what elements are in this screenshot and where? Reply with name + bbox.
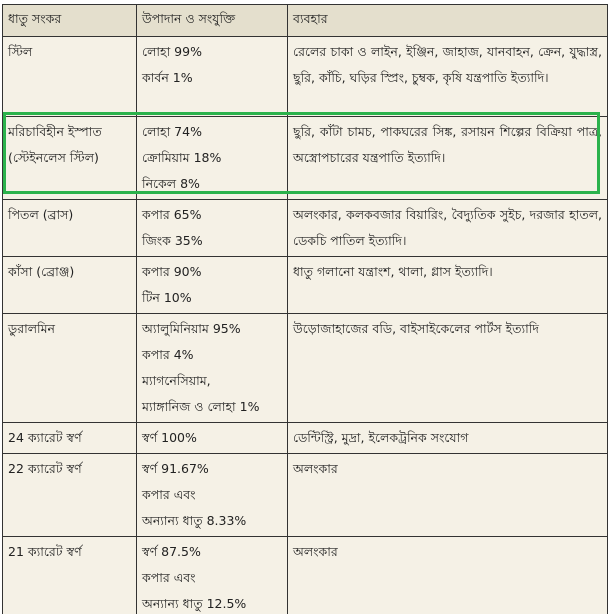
alloy-name: 21 ক্যারেট স্বর্ণ [8,544,82,559]
usage-cell: ডেন্টিস্ট্রি, মুদ্রা, ইলেকট্রনিক সংযোগ [288,423,608,454]
table-row [3,314,608,423]
composition-line: ক্রোমিয়াম 18% [142,150,222,165]
composition-line: স্বর্ণ 100% [142,430,197,445]
alloy-name: 24 ক্যারেট স্বর্ণ [8,430,82,445]
composition-cell [137,200,288,257]
composition-line: টিন 10% [142,290,192,305]
usage-cell: অলংকার, কলকবজার বিয়ারিং, বৈদ্যুতিক সুইচ, দরজার হাতল, ডেকচি পাতিল ইত্যাদি। [288,200,608,257]
table-row [3,200,608,257]
composition-line: কপার এবং [142,570,196,585]
table-row [3,423,608,454]
composition-cell [137,37,288,117]
header-alloy: ধাতু সংকর [3,5,137,37]
composition-line: স্বর্ণ 91.67% [142,461,209,476]
table-row [3,117,608,200]
composition-cell [137,454,288,537]
usage-cell: ধাতু গলানো যন্ত্রাংশ, থালা, গ্লাস ইত্যাদি। [288,257,608,314]
table-row [3,257,608,314]
alloy-name: ডুরালমিন [8,321,55,336]
composition-line: ম্যাগনেসিয়াম, [142,373,211,388]
alloy-name: স্টিল [8,44,33,59]
composition-line: জিংক 35% [142,233,203,248]
alloy-name: (স্টেইনলেস স্টিল) [8,150,99,165]
composition-cell [137,117,288,200]
composition-line: অ্যালুমিনিয়াম 95% [142,321,241,336]
composition-line: কপার এবং [142,487,196,502]
composition-line: স্বর্ণ 87.5% [142,544,201,559]
alloy-name: কাঁসা (ব্রোঞ্জ) [8,264,75,279]
alloy-name-cell [3,117,137,200]
table-header-row [3,5,608,37]
alloy-name-cell [3,257,137,314]
header-composition: উপাদান ও সংযুক্তি [137,5,288,37]
alloy-name-cell [3,537,137,614]
table-row [3,37,608,117]
composition-line: কপার 65% [142,207,202,222]
composition-line: কার্বন 1% [142,70,193,85]
usage-cell: অলংকার [288,537,608,614]
composition-cell [137,537,288,614]
alloy-table [2,4,608,614]
alloy-name: পিতল (ব্রাস) [8,207,74,222]
composition-line: লোহা 99% [142,44,202,59]
composition-line: অন্যান্য ধাতু 8.33% [142,513,247,528]
composition-line: কপার 90% [142,264,202,279]
usage-cell: ছুরি, কাঁটা চামচ, পাকঘরের সিঙ্ক, রসায়ন শিল্পের বিক্রিয়া পাত্র, অস্ত্রোপচারের যন্ত্রপাতি ইত্যাদি। [288,117,608,200]
usage-cell: উড়োজাহাজের বডি, বাইসাইকেলের পার্টস ইত্যাদি [288,314,608,423]
composition-line: অন্যান্য ধাতু 12.5% [142,596,247,611]
composition-cell [137,423,288,454]
composition-line: কপার 4% [142,347,194,362]
composition-line: নিকেল 8% [142,176,200,191]
composition-cell [137,314,288,423]
usage-cell: রেলের চাকা ও লাইন, ইঞ্জিন, জাহাজ, যানবাহন, ক্রেন, যুদ্ধাস্ত্র, ছুরি, কাঁচি, ঘড়ির স্প্রিং, চুম্বক, কৃষি যন্ত্রপাতি ইত্যাদি। [288,37,608,117]
table-row [3,454,608,537]
composition-cell [137,257,288,314]
header-usage: ব্যবহার [288,5,608,37]
alloy-name: মরিচাবিহীন ইস্পাত [8,124,102,139]
composition-line: লোহা 74% [142,124,202,139]
alloy-name-cell [3,314,137,423]
table-row [3,537,608,614]
alloy-name-cell [3,423,137,454]
composition-line: ম্যাঙ্গানিজ ও লোহা 1% [142,399,260,414]
alloy-name-cell [3,37,137,117]
alloy-name-cell [3,454,137,537]
usage-cell: অলংকার [288,454,608,537]
alloy-name-cell [3,200,137,257]
alloy-name: 22 ক্যারেট স্বর্ণ [8,461,82,476]
